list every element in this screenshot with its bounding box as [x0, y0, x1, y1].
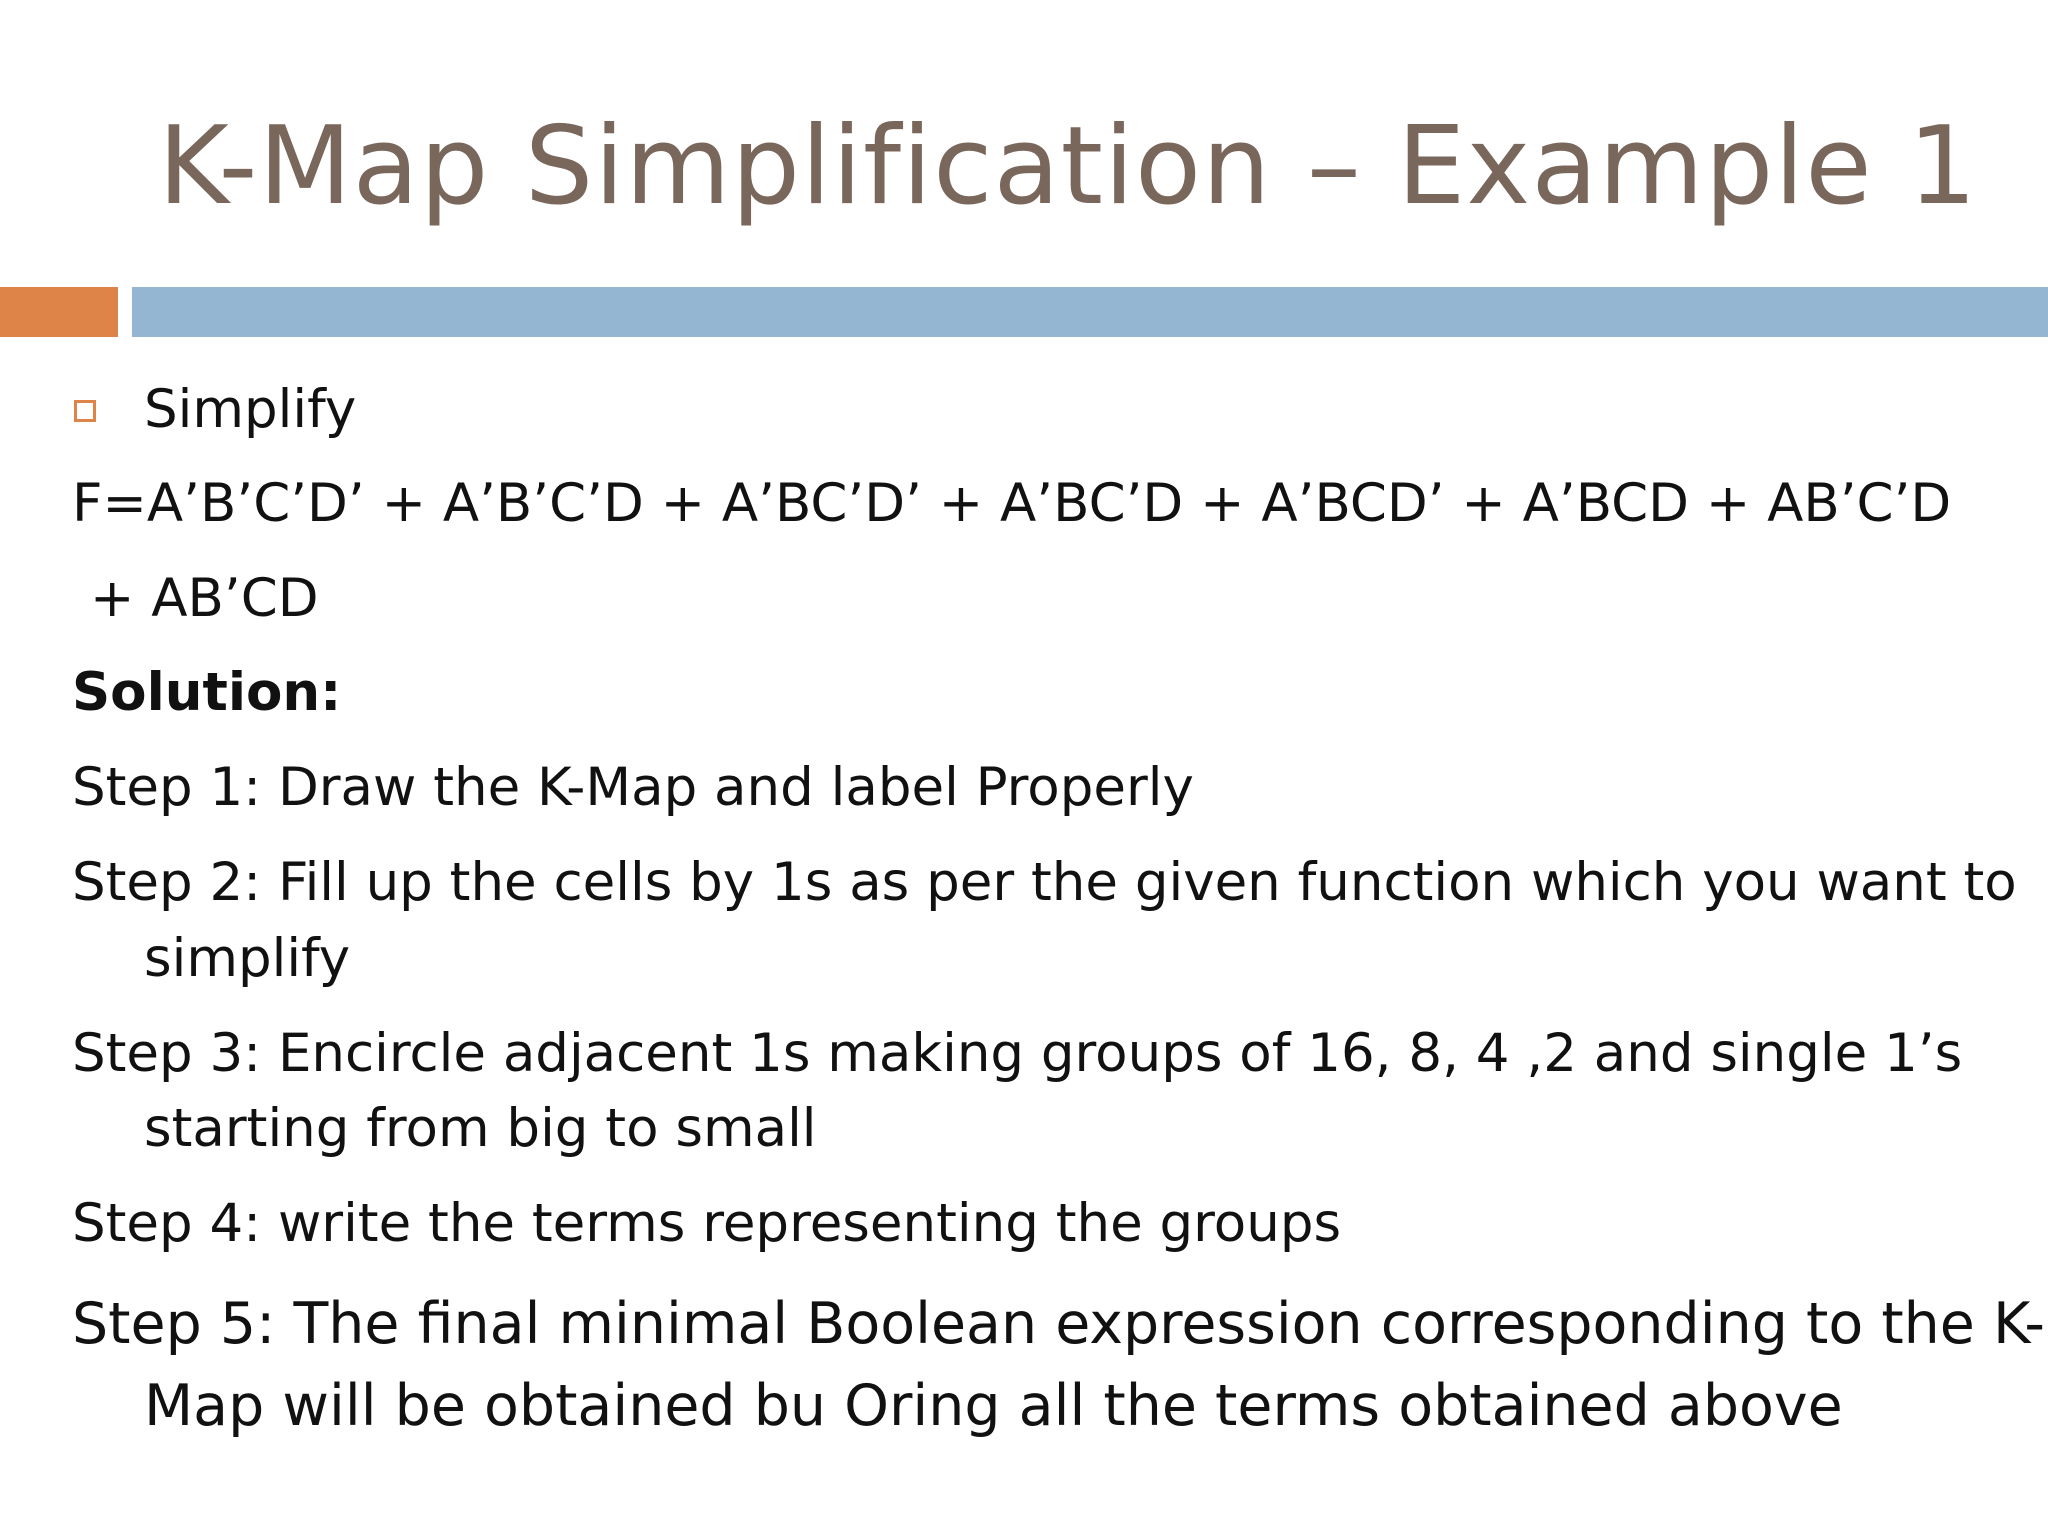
step-2-text-line-1: Step 2: Fill up the cells by 1s as per the given function which you want to [72, 852, 2017, 913]
step-1-text: Step 1: Draw the K-Map and label Properly [72, 757, 1194, 818]
step-2-text-line-2: simplify [144, 928, 351, 989]
step-5-text-line-1: Step 5: The final minimal Boolean expression corresponding to the K- [72, 1291, 2045, 1357]
step-5-text-line-2: Map will be obtained bu Oring all the terms obtained above [144, 1373, 1843, 1439]
title-accent-bar [0, 287, 118, 337]
function-expression-line-1: F=A’B’C’D’ + A’B’C’D + A’BC’D’ + A’BC’D + A’BCD’ + A’BCD + AB’C’D [72, 473, 1952, 534]
square-bullet-icon [74, 400, 96, 422]
title-divider-bar [132, 287, 2048, 337]
step-3-text-line-2: starting from big to small [144, 1098, 817, 1159]
step-3-text-line-1: Step 3: Encircle adjacent 1s making groups of 16, 8, 4 ,2 and single 1’s [72, 1023, 1963, 1084]
solution-label: Solution: [72, 662, 342, 723]
step-4-text: Step 4: write the terms representing the groups [72, 1193, 1342, 1254]
simplify-text: Simplify [144, 379, 357, 440]
function-expression-line-2: + AB’CD [90, 568, 319, 629]
slide-title: K-Map Simplification – Example 1 [158, 104, 1978, 229]
